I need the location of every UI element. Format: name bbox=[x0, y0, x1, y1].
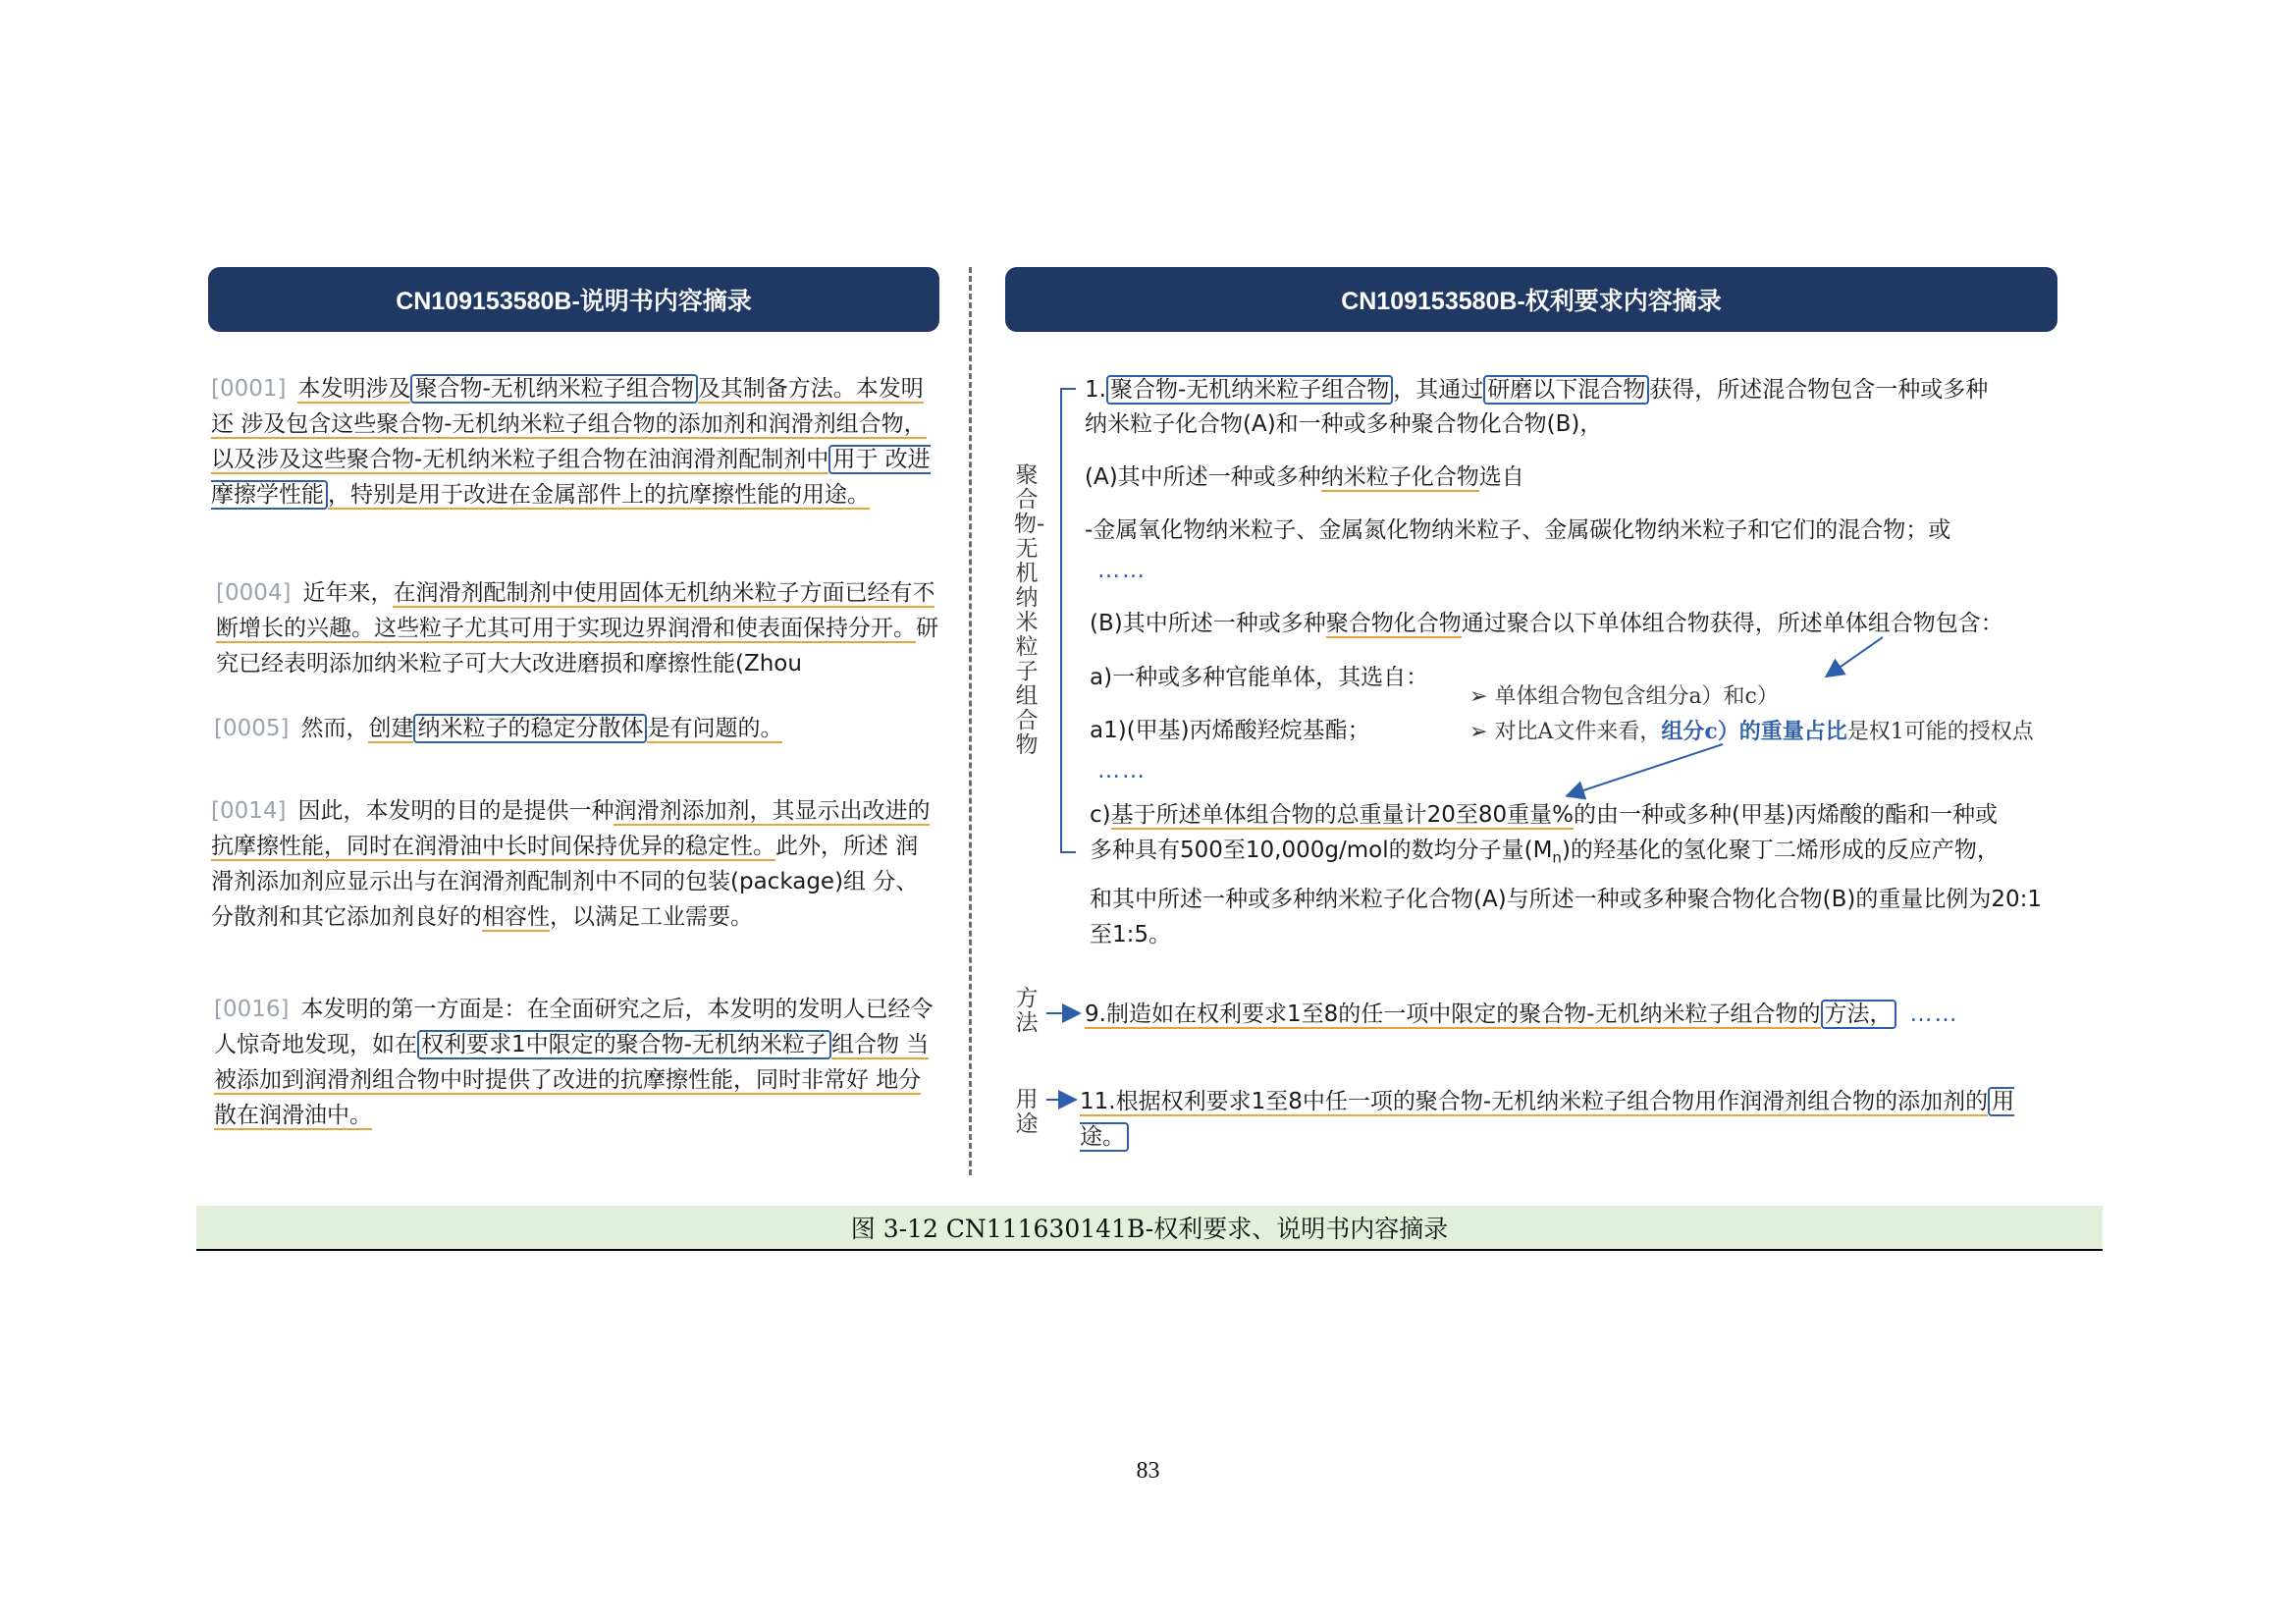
text-span: (A)其中所述一种或多种 bbox=[1085, 464, 1321, 490]
text-span: 1. bbox=[1085, 377, 1106, 403]
page-number: 83 bbox=[1136, 1458, 1160, 1484]
text-span: ，特别是用于改进在金属部件上的抗摩擦性能的用途。 bbox=[328, 482, 870, 508]
text-span: (B)其中所述一种或多种 bbox=[1090, 611, 1326, 636]
text-span: 获得，所述混合物包含一种或多种 bbox=[1649, 377, 1989, 403]
arrow-to-monomer bbox=[1828, 637, 1883, 676]
text-span: 本发明涉及 bbox=[297, 376, 411, 402]
claim1-metals: -金属氧化物纳米粒子、金属氮化物纳米粒子、金属碳化物纳米粒子和它们的混合物；或 bbox=[1085, 517, 1951, 543]
boxed-term: 用于 改进摩擦学性能 bbox=[211, 447, 931, 508]
claim9 bbox=[1085, 997, 1959, 1032]
highlight-text: 组分c）的重量占比 bbox=[1661, 719, 1847, 744]
text-span: 因此，本发明的目的是提供一种 bbox=[297, 798, 614, 824]
boxed-term: 权利要求1中限定的聚合物-无机纳米粒子 bbox=[417, 1030, 831, 1059]
underlined-text: 聚合物化合物 bbox=[1325, 611, 1462, 636]
underlined-text: 在润滑剂配制剂中使用固体无机纳米粒子方面已经有不 断增长的兴趣。这些粒子尤其可用于实现边界润滑和使表面保持分开。 bbox=[216, 580, 935, 641]
boxed-term: 用途。 bbox=[1080, 1089, 2015, 1150]
side-label-composition: 聚合物-无机纳米粒子组合物 bbox=[1014, 462, 1045, 758]
text-span: 的由一种或多种(甲基)丙烯酸的酯和一种或 bbox=[1574, 802, 1998, 828]
side-label-method: 方法 bbox=[1015, 986, 1039, 1036]
text-span: 对比A文件来看， bbox=[1494, 720, 1662, 744]
paragraph-number: [0001] bbox=[211, 376, 287, 402]
boxed-term: 纳米粒子的稳定分散体 bbox=[413, 714, 647, 743]
boxed-term: 方法， bbox=[1821, 1000, 1896, 1029]
claim11 bbox=[1080, 1084, 2042, 1155]
figure-caption: 图 3-12 CN111630141B-权利要求、说明书内容摘录 bbox=[196, 1206, 2103, 1251]
text-span: 然而， bbox=[300, 716, 369, 741]
paragraph-number: [0014] bbox=[211, 798, 287, 824]
paragraph-number: [0004] bbox=[216, 580, 292, 606]
ellipsis: …… bbox=[1909, 1001, 1959, 1027]
text-span: 研究已经表明添加纳米粒子可大大改进磨损和摩擦性能(Zhou bbox=[216, 616, 938, 677]
paragraph-number: [0016] bbox=[214, 997, 290, 1022]
right-panel-header: CN109153580B-权利要求内容摘录 bbox=[1005, 267, 2057, 332]
bullet-arrow-icon: ➢ bbox=[1469, 720, 1495, 744]
text-span: )的羟基化的氢化聚丁二烯形成的反应产物， bbox=[1561, 838, 2000, 863]
subscript: n bbox=[1552, 848, 1562, 867]
underlined-text: 基于所述单体组合物的总重量计20至80重量% bbox=[1110, 802, 1575, 828]
bullet-arrow-icon: ➢ bbox=[1469, 684, 1495, 709]
boxed-term: 聚合物-无机纳米粒子组合物 bbox=[1106, 375, 1393, 405]
ellipsis: …… bbox=[1097, 558, 1147, 583]
boxed-term: 研磨以下混合物 bbox=[1483, 375, 1649, 405]
text-span: c) bbox=[1090, 802, 1111, 828]
underlined-text: 9.制造如在权利要求1至8的任一项中限定的聚合物-无机纳米粒子组合物的 bbox=[1085, 1001, 1821, 1027]
text-span: 及其制备方法。本发明还 涉及包含这些聚合物-无机纳米粒子组合物的添加剂和润滑剂组合物， 以及涉及这些聚合物-无机纳米粒子组合物在油润滑剂配制剂中 bbox=[211, 376, 927, 472]
left-panel-header: CN109153580B-说明书内容摘录 bbox=[208, 267, 939, 332]
text-span: 通过聚合以下单体组合物获得，所述单体组合物包含： bbox=[1461, 611, 2003, 636]
text-span: 多种具有500至10,000g/mol的数均分子量(M bbox=[1090, 838, 1553, 863]
underlined-text: 组合物 当被添加到润滑剂组合物中时提供了改进的抗摩擦性能，同时非常好 地分散在润滑油中。 bbox=[214, 1032, 930, 1128]
side-label-use: 用途 bbox=[1015, 1087, 1039, 1137]
ellipsis: …… bbox=[1097, 758, 1147, 784]
underlined-text: 创建 bbox=[368, 716, 414, 741]
paragraph-number: [0005] bbox=[214, 716, 290, 741]
text-span: 近年来， bbox=[302, 580, 394, 606]
text-span: ，以满足工业需要。 bbox=[550, 904, 753, 930]
text-span: 单体组合物包含组分a）和c） bbox=[1494, 684, 1779, 709]
text-span: ，其通过 bbox=[1393, 377, 1484, 403]
claim1-ratio: 和其中所述一种或多种纳米粒子化合物(A)与所述一种或多种聚合物化合物(B)的重量比例为20:1至1:5。 bbox=[1090, 887, 2043, 947]
claim1-sub-a: a)一种或多种官能单体，其选自： bbox=[1090, 665, 1429, 690]
underlined-text: 是有问题的。 bbox=[647, 716, 783, 741]
underlined-text: 纳米粒子化合物 bbox=[1320, 464, 1479, 490]
text-span: 选自 bbox=[1478, 464, 1524, 490]
underlined-text: 11.根据权利要求1至8中任一项的聚合物-无机纳米粒子组合物用作润滑剂组合物的添加剂的 bbox=[1080, 1089, 1989, 1114]
boxed-term: 聚合物-无机纳米粒子组合物 bbox=[410, 374, 697, 404]
text-span: 此外，所述 润滑剂添加剂应显示出与在润滑剂配制剂中不同的包装(package)组 分、分散剂和其它添加剂良好的 bbox=[211, 834, 919, 930]
underlined-text: 润滑剂添加剂，其显示出改进的 抗摩擦性能，同时在润滑油中长时间保持优异的稳定性。 bbox=[211, 798, 931, 859]
arrow-to-component-c bbox=[1569, 744, 1723, 795]
underlined-text: 相容性 bbox=[482, 904, 550, 930]
claim1-sub-a1: a1)(甲基)丙烯酸羟烷基酯； bbox=[1090, 718, 1370, 743]
claim1-line2: 纳米粒子化合物(A)和一种或多种聚合物化合物(B)， bbox=[1085, 411, 1603, 437]
text-span: 本发明的第一方面是：在全面研究之后，本发明的发明人已经令 人惊奇地发现，如在 bbox=[214, 997, 934, 1057]
text-span: 是权1可能的授权点 bbox=[1846, 720, 2034, 744]
